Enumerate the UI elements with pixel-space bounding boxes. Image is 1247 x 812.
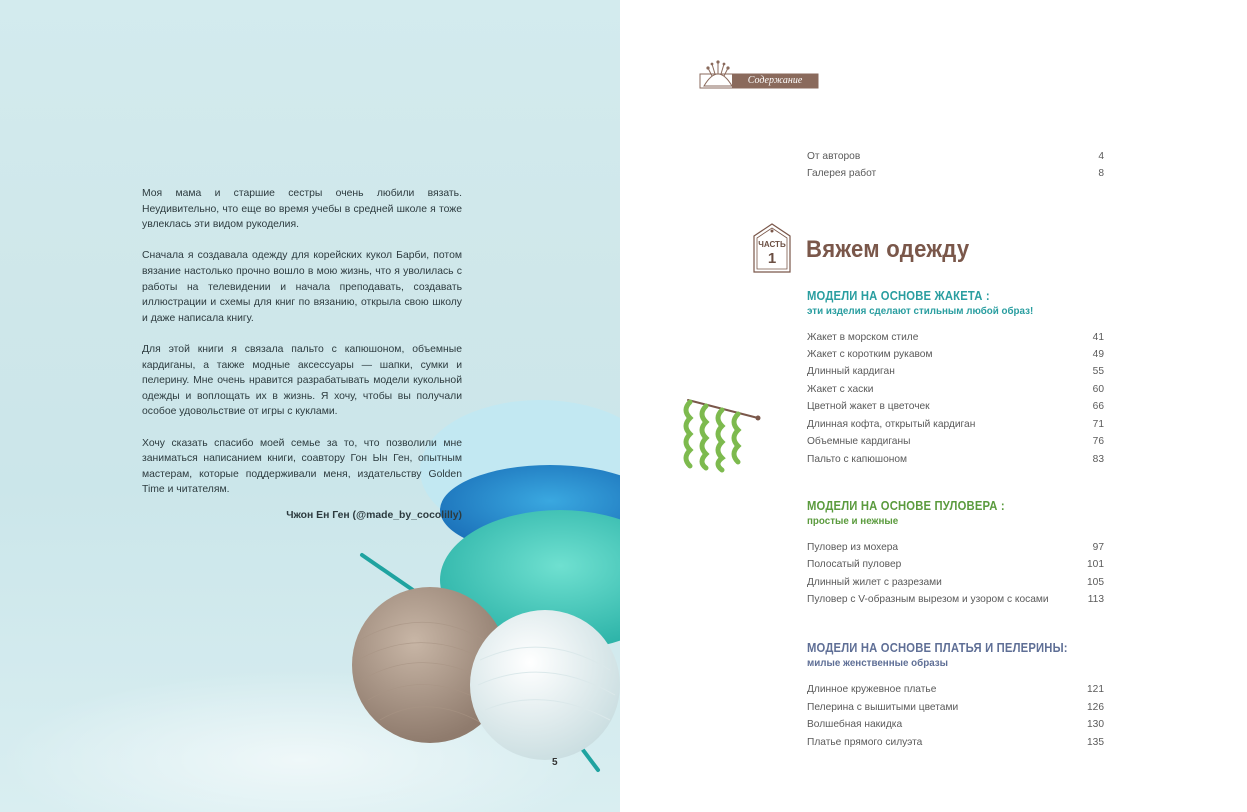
toc-title: Жакет с коротким рукавом (807, 349, 933, 360)
toc-title: Пуловер с V-образным вырезом и узором с косами (807, 594, 1049, 605)
toc-row[interactable] (807, 683, 1104, 697)
toc-page: 71 (1092, 419, 1104, 430)
part-number: 1 (767, 250, 777, 267)
toc-title: От авторов (807, 151, 861, 162)
toc-title: Платье прямого силуэта (807, 737, 923, 748)
toc-title: Жакет с хаски (807, 384, 874, 395)
toc-title: Полосатый пуловер (807, 559, 902, 570)
toc-page: 55 (1092, 366, 1104, 377)
toc-row[interactable] (807, 541, 1104, 555)
toc-page: 113 (1087, 594, 1104, 605)
toc-row[interactable] (807, 167, 1104, 181)
toc-row[interactable] (807, 331, 1104, 345)
toc-row[interactable] (807, 418, 1104, 432)
part-badge (752, 222, 792, 274)
author-signature: Чжон Ен Ген (@made_by_cocolilly) (286, 510, 462, 521)
contents-label: Содержание (732, 74, 818, 88)
toc-page: 76 (1092, 436, 1104, 447)
toc-row[interactable] (807, 348, 1104, 362)
knitting-needle-icon (668, 386, 768, 476)
toc-row[interactable] (807, 736, 1104, 750)
toc-title: Длинный жилет с разрезами (807, 577, 942, 588)
toc-title: Длинная кофта, открытый кардиган (807, 419, 976, 430)
toc-title: Пелерина с вышитыми цветами (807, 702, 959, 713)
toc-title: Длинный кардиган (807, 366, 895, 377)
section-title-pullover: МОДЕЛИ НА ОСНОВЕ ПУЛОВЕРА : (807, 499, 1005, 513)
intro-paragraph: Для этой книги я связала пальто с капюшоном, объемные кардиганы, а также модные аксессуары — шапки, сумки и пелерину. Мне очень нравится разрабатывать модели кукольной одежды и воплощать их в жизнь. Я хочу, чтобы вы получали особое удовольствие от игры с куклами. (142, 343, 462, 418)
contents-badge (698, 56, 822, 90)
toc-title: Галерея работ (807, 168, 877, 179)
toc-title: Пуловер из мохера (807, 542, 899, 553)
intro-text (142, 186, 462, 513)
toc-page: 101 (1087, 559, 1104, 570)
toc-title: Цветной жакет в цветочек (807, 401, 930, 412)
toc-row[interactable] (807, 383, 1104, 397)
toc-page: 121 (1087, 684, 1104, 695)
toc-page: 83 (1092, 454, 1104, 465)
page-number: 5 (552, 757, 558, 768)
intro-paragraph: Хочу сказать спасибо моей семье за то, что позволили мне заниматься написанием книги, соавтору Гон Ын Ген, опытным мастерам, которые поддерживали меня, издательству Golden Time и читателям. (142, 437, 462, 496)
toc-row[interactable] (807, 400, 1104, 414)
toc-page: 8 (1098, 168, 1104, 179)
intro-paragraph: Моя мама и старшие сестры очень любили вязать. Неудивительно, что еще во время учебы в средней школе я тоже увлеклась эти видом рукоделия. (142, 188, 462, 231)
toc-row[interactable] (807, 718, 1104, 732)
toc-row[interactable] (807, 558, 1104, 572)
part-label: ЧАСТЬ (758, 240, 786, 249)
toc-page: 135 (1087, 737, 1104, 748)
toc-title: Объемные кардиганы (807, 436, 911, 447)
toc-page: 66 (1092, 401, 1104, 412)
toc-row[interactable] (807, 150, 1104, 164)
toc-title: Волшебная накидка (807, 719, 903, 730)
toc-page: 126 (1087, 702, 1104, 713)
toc-row[interactable] (807, 701, 1104, 715)
section-title-jacket: МОДЕЛИ НА ОСНОВЕ ЖАКЕТА : (807, 289, 990, 303)
toc-row[interactable] (807, 593, 1104, 607)
toc-row[interactable] (807, 435, 1104, 449)
toc-page: 97 (1092, 542, 1104, 553)
toc-page: 60 (1092, 384, 1104, 395)
toc-page: 105 (1087, 577, 1104, 588)
right-page (620, 0, 1247, 812)
intro-paragraph: Сначала я создавала одежду для корейских кукол Барби, потом вязание настолько прочно вошло в мою жизнь, что я уволилась с работы на телевидении и начала преподавать, создавать иллюстрации и схемы для книг по вязанию, открыла свою школу и даже написала книгу. (142, 250, 462, 324)
toc-row[interactable] (807, 453, 1104, 467)
section-subtitle-pullover: простые и нежные (807, 516, 899, 527)
toc-page: 49 (1092, 349, 1104, 360)
toc-title: Пальто с капюшоном (807, 454, 908, 465)
toc-page: 4 (1098, 151, 1104, 162)
toc-page: 130 (1087, 719, 1104, 730)
section-subtitle-jacket: эти изделия сделают стильным любой образ! (807, 306, 1034, 317)
toc-row[interactable] (807, 576, 1104, 590)
toc-page: 41 (1092, 332, 1104, 343)
toc-title: Длинное кружевное платье (807, 684, 937, 695)
section-title-dress: МОДЕЛИ НА ОСНОВЕ ПЛАТЬЯ И ПЕЛЕРИНЫ: (807, 641, 1068, 655)
part-title: Вяжем одежду (806, 236, 970, 263)
left-page (0, 0, 620, 812)
section-subtitle-dress: милые женственные образы (807, 658, 948, 669)
toc-title: Жакет в морском стиле (807, 332, 919, 343)
toc-row[interactable] (807, 365, 1104, 379)
